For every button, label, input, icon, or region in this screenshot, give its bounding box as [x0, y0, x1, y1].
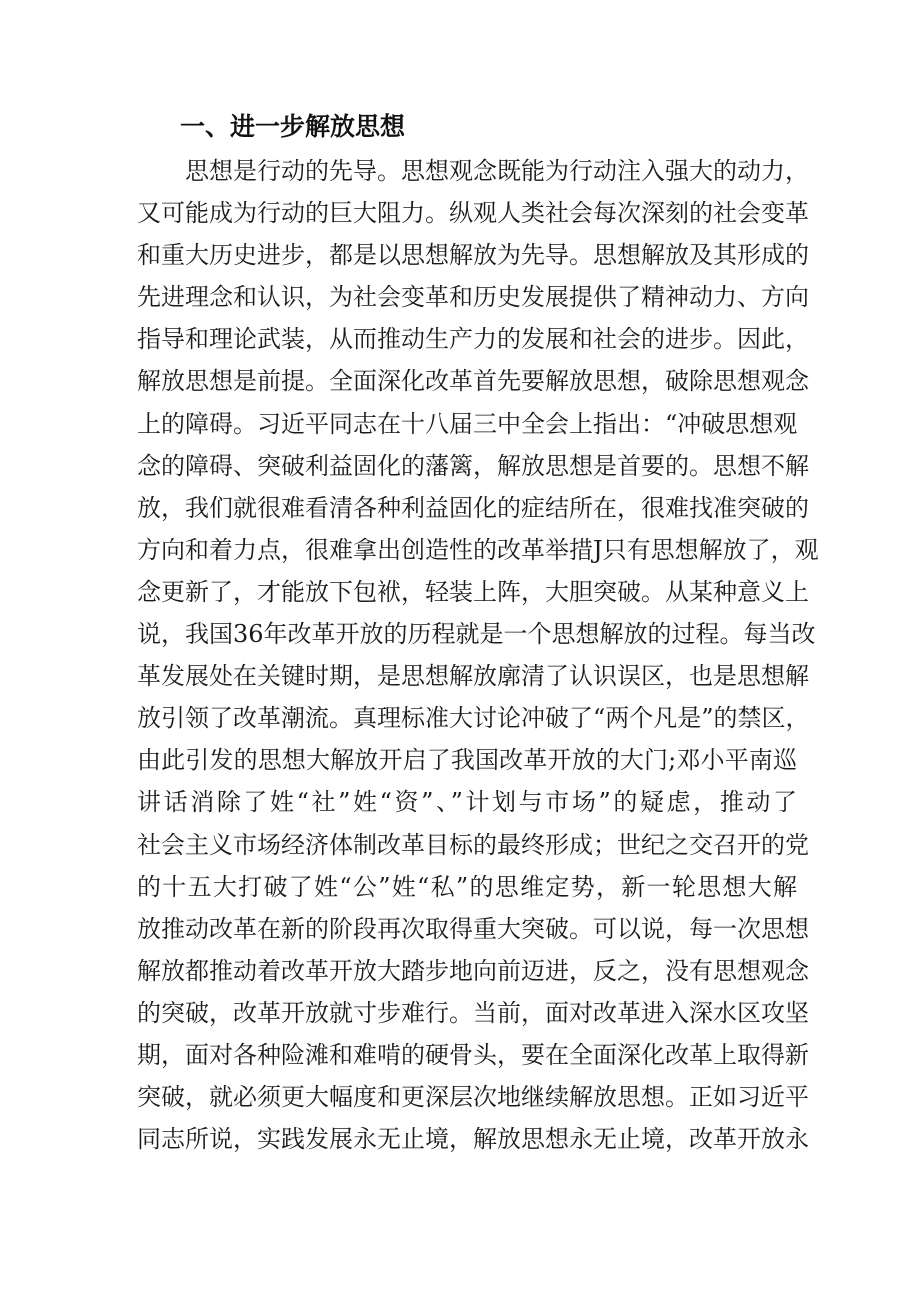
body-paragraph: [137, 150, 819, 1160]
text-line: 方向和着力点，很难拿出创造性的改革举措J只有思想解放了，观: [137, 535, 819, 564]
text-line: 又可能成为行动的巨大阻力。纵观人类社会每次深刻的社会变革: [137, 199, 809, 228]
text-line: 指导和理论武装，从而推动生产力的发展和社会的进步。因此，: [137, 325, 809, 354]
text-line: 念的障碍、突破利益固化的藩篱，解放思想是首要的。思想不解: [137, 451, 809, 480]
text-line: 期，面对各种险滩和难啃的硬骨头，要在全面深化改革上取得新: [137, 1040, 809, 1069]
text-line: 放，我们就很难看清各种利益固化的症结所在，很难找准突破的: [137, 493, 809, 522]
text-line: 的十五大打破了姓“公”姓“私”的思维定势，新一轮思想大解: [137, 872, 797, 901]
text-line: 突破，就必须更大幅度和更深层次地继续解放思想。正如习近平: [137, 1083, 809, 1112]
text-line: 放推动改革在新的阶段再次取得重大突破。可以说，每一次思想: [137, 914, 809, 943]
text-line: 放引领了改革潮流。真理标准大讨论冲破了“两个凡是”的禁区，: [137, 704, 810, 733]
text-line: 由此引发的思想大解放开启了我国改革开放的大门;邓小平南巡: [137, 746, 797, 775]
text-line: 说，我国36年改革开放的历程就是一个思想解放的过程。每当改: [137, 620, 816, 649]
text-line: 同志所说，实践发展永无止境，解放思想永无止境，改革开放永: [137, 1125, 809, 1154]
text-line: 革发展处在关键时期，是思想解放廓清了认识误区，也是思想解: [137, 662, 809, 691]
text-line: 上的障碍。习近平同志在十八届三中全会上指出：“冲破思想观: [137, 409, 798, 438]
text-line: 先进理念和认识，为社会变革和历史发展提供了精神动力、方向: [137, 283, 809, 312]
text-line: 讲话消除了姓“社”姓“资”、”计划与市场”的疑虑，推动了: [137, 788, 797, 817]
text-line: 解放都推动着改革开放大踏步地向前迈进，反之，没有思想观念: [137, 956, 809, 985]
text-line: 思想是行动的先导。思想观念既能为行动注入强大的动力，: [185, 157, 809, 185]
text-line: 念更新了，才能放下包袱，轻装上阵，大胆突破。从某种意义上: [137, 577, 809, 606]
text-line: 的突破，改革开放就寸步难行。当前，面对改革进入深水区攻坚: [137, 998, 809, 1027]
text-line: 社会主义市场经济体制改革目标的最终形成；世纪之交召开的党: [137, 830, 809, 859]
text-line: 和重大历史进步，都是以思想解放为先导。思想解放及其形成的: [137, 241, 809, 270]
section-heading: 一、进一步解放思想: [180, 112, 406, 141]
text-line: 解放思想是前提。全面深化改革首先要解放思想，破除思想观念: [137, 367, 809, 396]
